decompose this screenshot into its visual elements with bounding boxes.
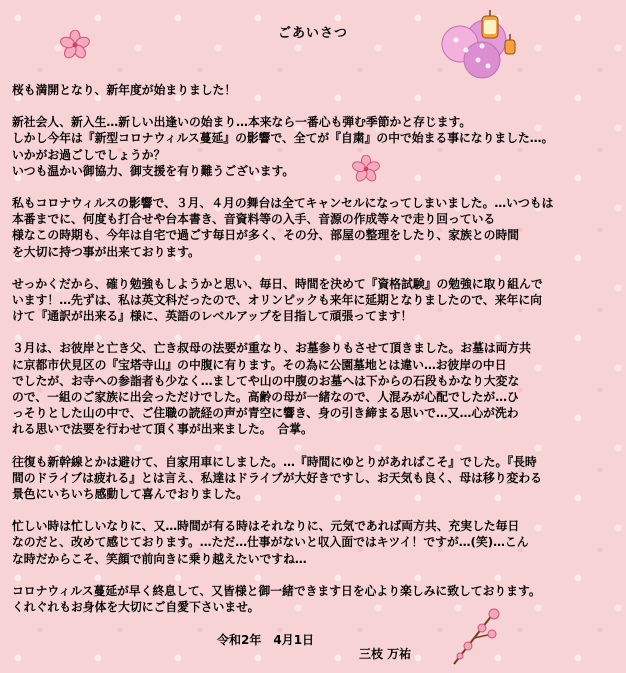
- text-line: いかがお過ごしでしょうか？: [12, 147, 166, 162]
- page-title: ごあいさつ: [277, 26, 348, 41]
- cherry-blossom-lantern-icon: [436, 10, 520, 80]
- paragraph: [12, 82, 612, 98]
- text-line: 景色にいちいち感動して喜んでおりました。: [12, 487, 248, 502]
- text-line: ３月は、お彼岸と亡き父、亡き叔母の法要が重なり、お墓参りもさせて頂きました。お墓は両方共: [12, 341, 532, 356]
- text-line: に京都市伏見区の『宝塔寺山』の中腹に有ります。その為に公園墓地とは違い…お彼岸の中日: [12, 357, 507, 372]
- text-line: コロナウィルス蔓延が早く終息して、又皆様と御一緒できます日を心より楽しみに致しております。: [12, 583, 541, 598]
- text-line: 様なこの時期も、今年は自宅で過ごす毎日が多く、その分、部屋の整理をしたり、家族との時間: [12, 228, 520, 243]
- paragraph: [12, 340, 612, 437]
- paragraph: [12, 195, 612, 260]
- text-line: 桜も満開となり、新年度が始まりました！: [12, 83, 237, 97]
- text-line: なのだと、改めて感じております。…ただ…仕事がないと収入面ではキツイ！ですが…(笑)…こん: [12, 535, 529, 550]
- text-line: ので、一組のご家族に出会っただけでした。高齢の母が一緒なので、人混みが心配でしたが…ひ: [12, 390, 519, 405]
- paragraph: [12, 454, 612, 503]
- text-line: けて『通訳が出来る』様に、英語のレベルアップを目指して頑張ってます！: [12, 309, 413, 324]
- signature-date: 令和2年 4月1日: [217, 633, 315, 647]
- text-line: 間のドライブは疲れる』とは言え、私達はドライブが大好きですし、お天気も良く、母は移り変わる: [12, 470, 542, 485]
- text-line: せっかくだから、確り勉強もしようかと思い、毎日、時間を決めて『資格試験』の勉強に取り組んで: [12, 276, 543, 291]
- letter-body: [12, 82, 612, 631]
- paragraph: [12, 114, 612, 179]
- text-line: いつも温かい御協力、御支援を有り難うございます。: [12, 163, 295, 178]
- text-line: を大切に持つ事が出来ております。: [12, 244, 200, 259]
- text-line: います！…先ずは、私は英文科だったので、オリンピックも来年に延期となりましたので、来年に向: [12, 293, 542, 308]
- signature-name: 三枝 万祐: [359, 647, 412, 661]
- text-line: しかし今年は『新型コロナウィルス蔓延』の影響で、全てが『自粛』の中で始まる事になりました…。: [12, 131, 554, 146]
- paragraph: [12, 518, 612, 567]
- text-line: くれぐれもお身体を大切にご自愛下さいませ。: [12, 600, 260, 615]
- text-line: れる思いで法要を行わせて頂く事が出来ました。 合掌。: [12, 422, 313, 437]
- text-line: っそりとした山の中で、ご住職の読経の声が青空に響き、身の引き締まる思いで…又…心が洗わ: [12, 406, 519, 421]
- text-line: でしたが、お寺への参詣者も少なく…ましてや山の中腹のお墓へは下からの石段もかなり大変な: [12, 373, 520, 388]
- paragraph: [12, 583, 612, 615]
- text-line: 本番までに、何度も打合せや台本書き、音資料等の入手、音源の作成等々で走り回っている: [12, 212, 496, 227]
- text-line: 新社会人、新入生…新しい出逢いの始まり…本来なら一番心も弾む季節かと存じます。: [12, 115, 472, 130]
- text-line: 往復も新幹線とかは避けて、自家用車にしました。…『時間にゆとりがあればこそ』でした。『長時: [12, 454, 537, 469]
- text-line: 忙しい時は忙しいなりに、又…時間が有る時はそれなりに、元気であれば両方共、充実した毎日: [12, 519, 520, 534]
- text-line: 私もコロナウィルスの影響で、３月、４月の舞台は全てキャンセルになってしまいました。…いつもは: [12, 196, 554, 211]
- text-line: な時だからこそ、笑顔で前向きに乗り越えたいですね…: [12, 551, 307, 566]
- paragraph: [12, 276, 612, 325]
